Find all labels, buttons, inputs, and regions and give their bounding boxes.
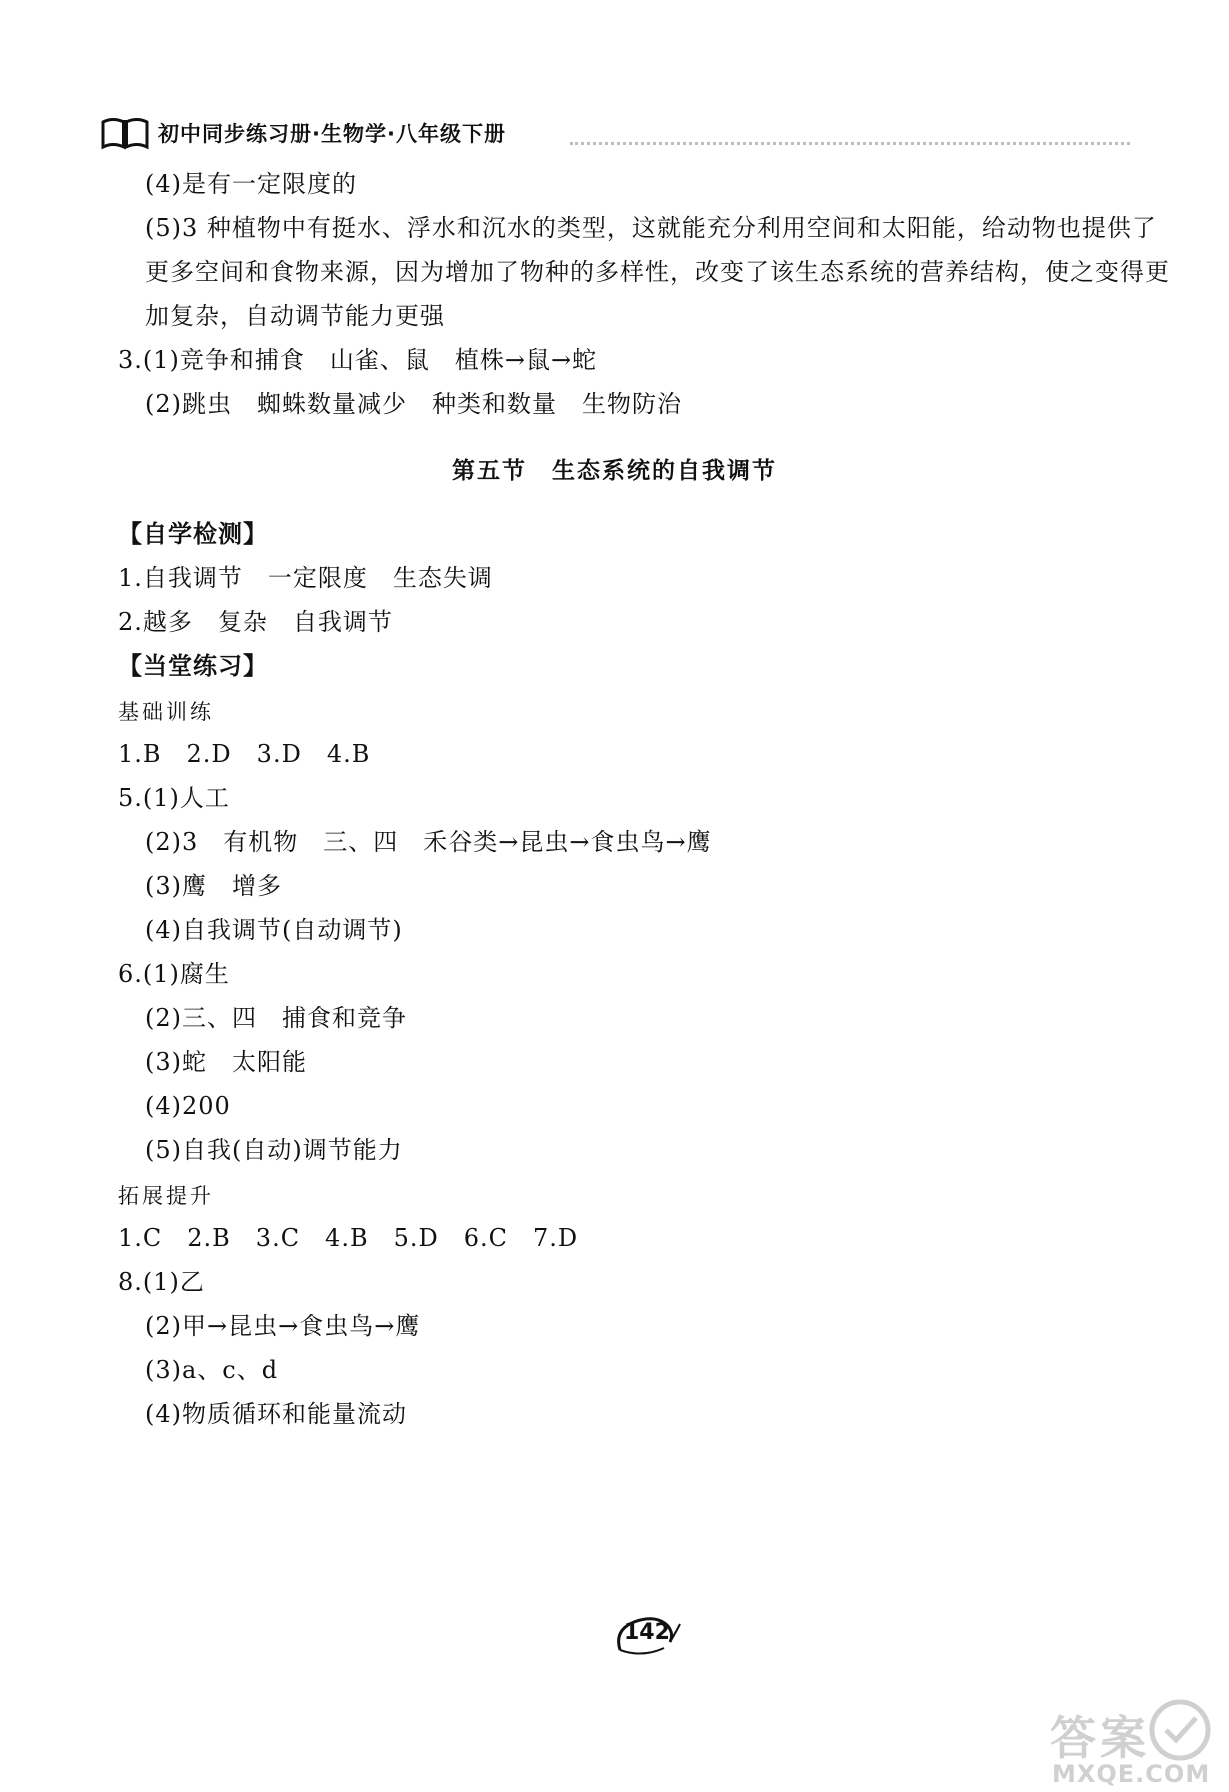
answer-line: (2)3 有机物 三、四 禾谷类→昆虫→食虫鸟→鹰	[145, 828, 712, 856]
answer-line: (5)3 种植物中有挺水、浮水和沉水的类型，这就能充分利用空间和太阳能，给动物也提供了	[145, 214, 1157, 242]
answer-line: 3.(1)竞争和捕食 山雀、鼠 植株→鼠→蛇	[118, 346, 598, 374]
answer-line: 2.越多 复杂 自我调节	[118, 608, 393, 636]
answer-line: (4)物质循环和能量流动	[145, 1400, 407, 1428]
class-practice-heading: 【当堂练习】	[118, 652, 268, 680]
answer-line: (2)跳虫 蜘蛛数量减少 种类和数量 生物防治	[145, 390, 682, 418]
section-title: 第五节 生态系统的自我调节	[452, 458, 777, 484]
open-book-icon	[100, 116, 150, 150]
watermark-url: MXQE.COM	[1052, 1760, 1211, 1788]
page-number	[612, 1610, 682, 1660]
answer-line: (3)蛇 太阳能	[145, 1048, 307, 1076]
answer-line: (2)三、四 捕食和竞争	[145, 1004, 407, 1032]
answer-line: 1.C 2.B 3.C 4.B 5.D 6.C 7.D	[118, 1224, 579, 1252]
answer-line: (3)a、c、d	[145, 1356, 279, 1384]
watermark	[1050, 1690, 1220, 1790]
answer-line: 1.自我调节 一定限度 生态失调	[118, 564, 493, 592]
header-divider	[570, 142, 1130, 145]
answer-line: (4)自我调节(自动调节)	[145, 916, 403, 944]
answer-line: 6.(1)腐生	[118, 960, 230, 988]
extension-label: 拓展提升	[118, 1184, 214, 1208]
answer-line: (4)是有一定限度的	[145, 170, 357, 198]
page-number-text: 142	[624, 1620, 670, 1645]
answer-line: 5.(1)人工	[118, 784, 230, 812]
answer-line: (4)200	[145, 1092, 231, 1120]
answer-line: 8.(1)乙	[118, 1268, 205, 1296]
answer-line: 加复杂，自动调节能力更强	[145, 302, 445, 330]
watermark-text: 答案	[1050, 1711, 1150, 1765]
answer-line: 1.B 2.D 3.D 4.B	[118, 740, 371, 768]
basic-training-label: 基础训练	[118, 700, 214, 724]
page-header	[100, 112, 1130, 156]
answer-line: 更多空间和食物来源，因为增加了物种的多样性，改变了该生态系统的营养结构，使之变得更	[145, 258, 1170, 286]
answer-line: (2)甲→昆虫→食虫鸟→鹰	[145, 1312, 421, 1340]
answer-line: (3)鹰 增多	[145, 872, 282, 900]
answer-line: (5)自我(自动)调节能力	[145, 1136, 403, 1164]
header-title: 初中同步练习册·生物学·八年级下册	[158, 122, 506, 146]
self-study-heading: 【自学检测】	[118, 520, 268, 548]
